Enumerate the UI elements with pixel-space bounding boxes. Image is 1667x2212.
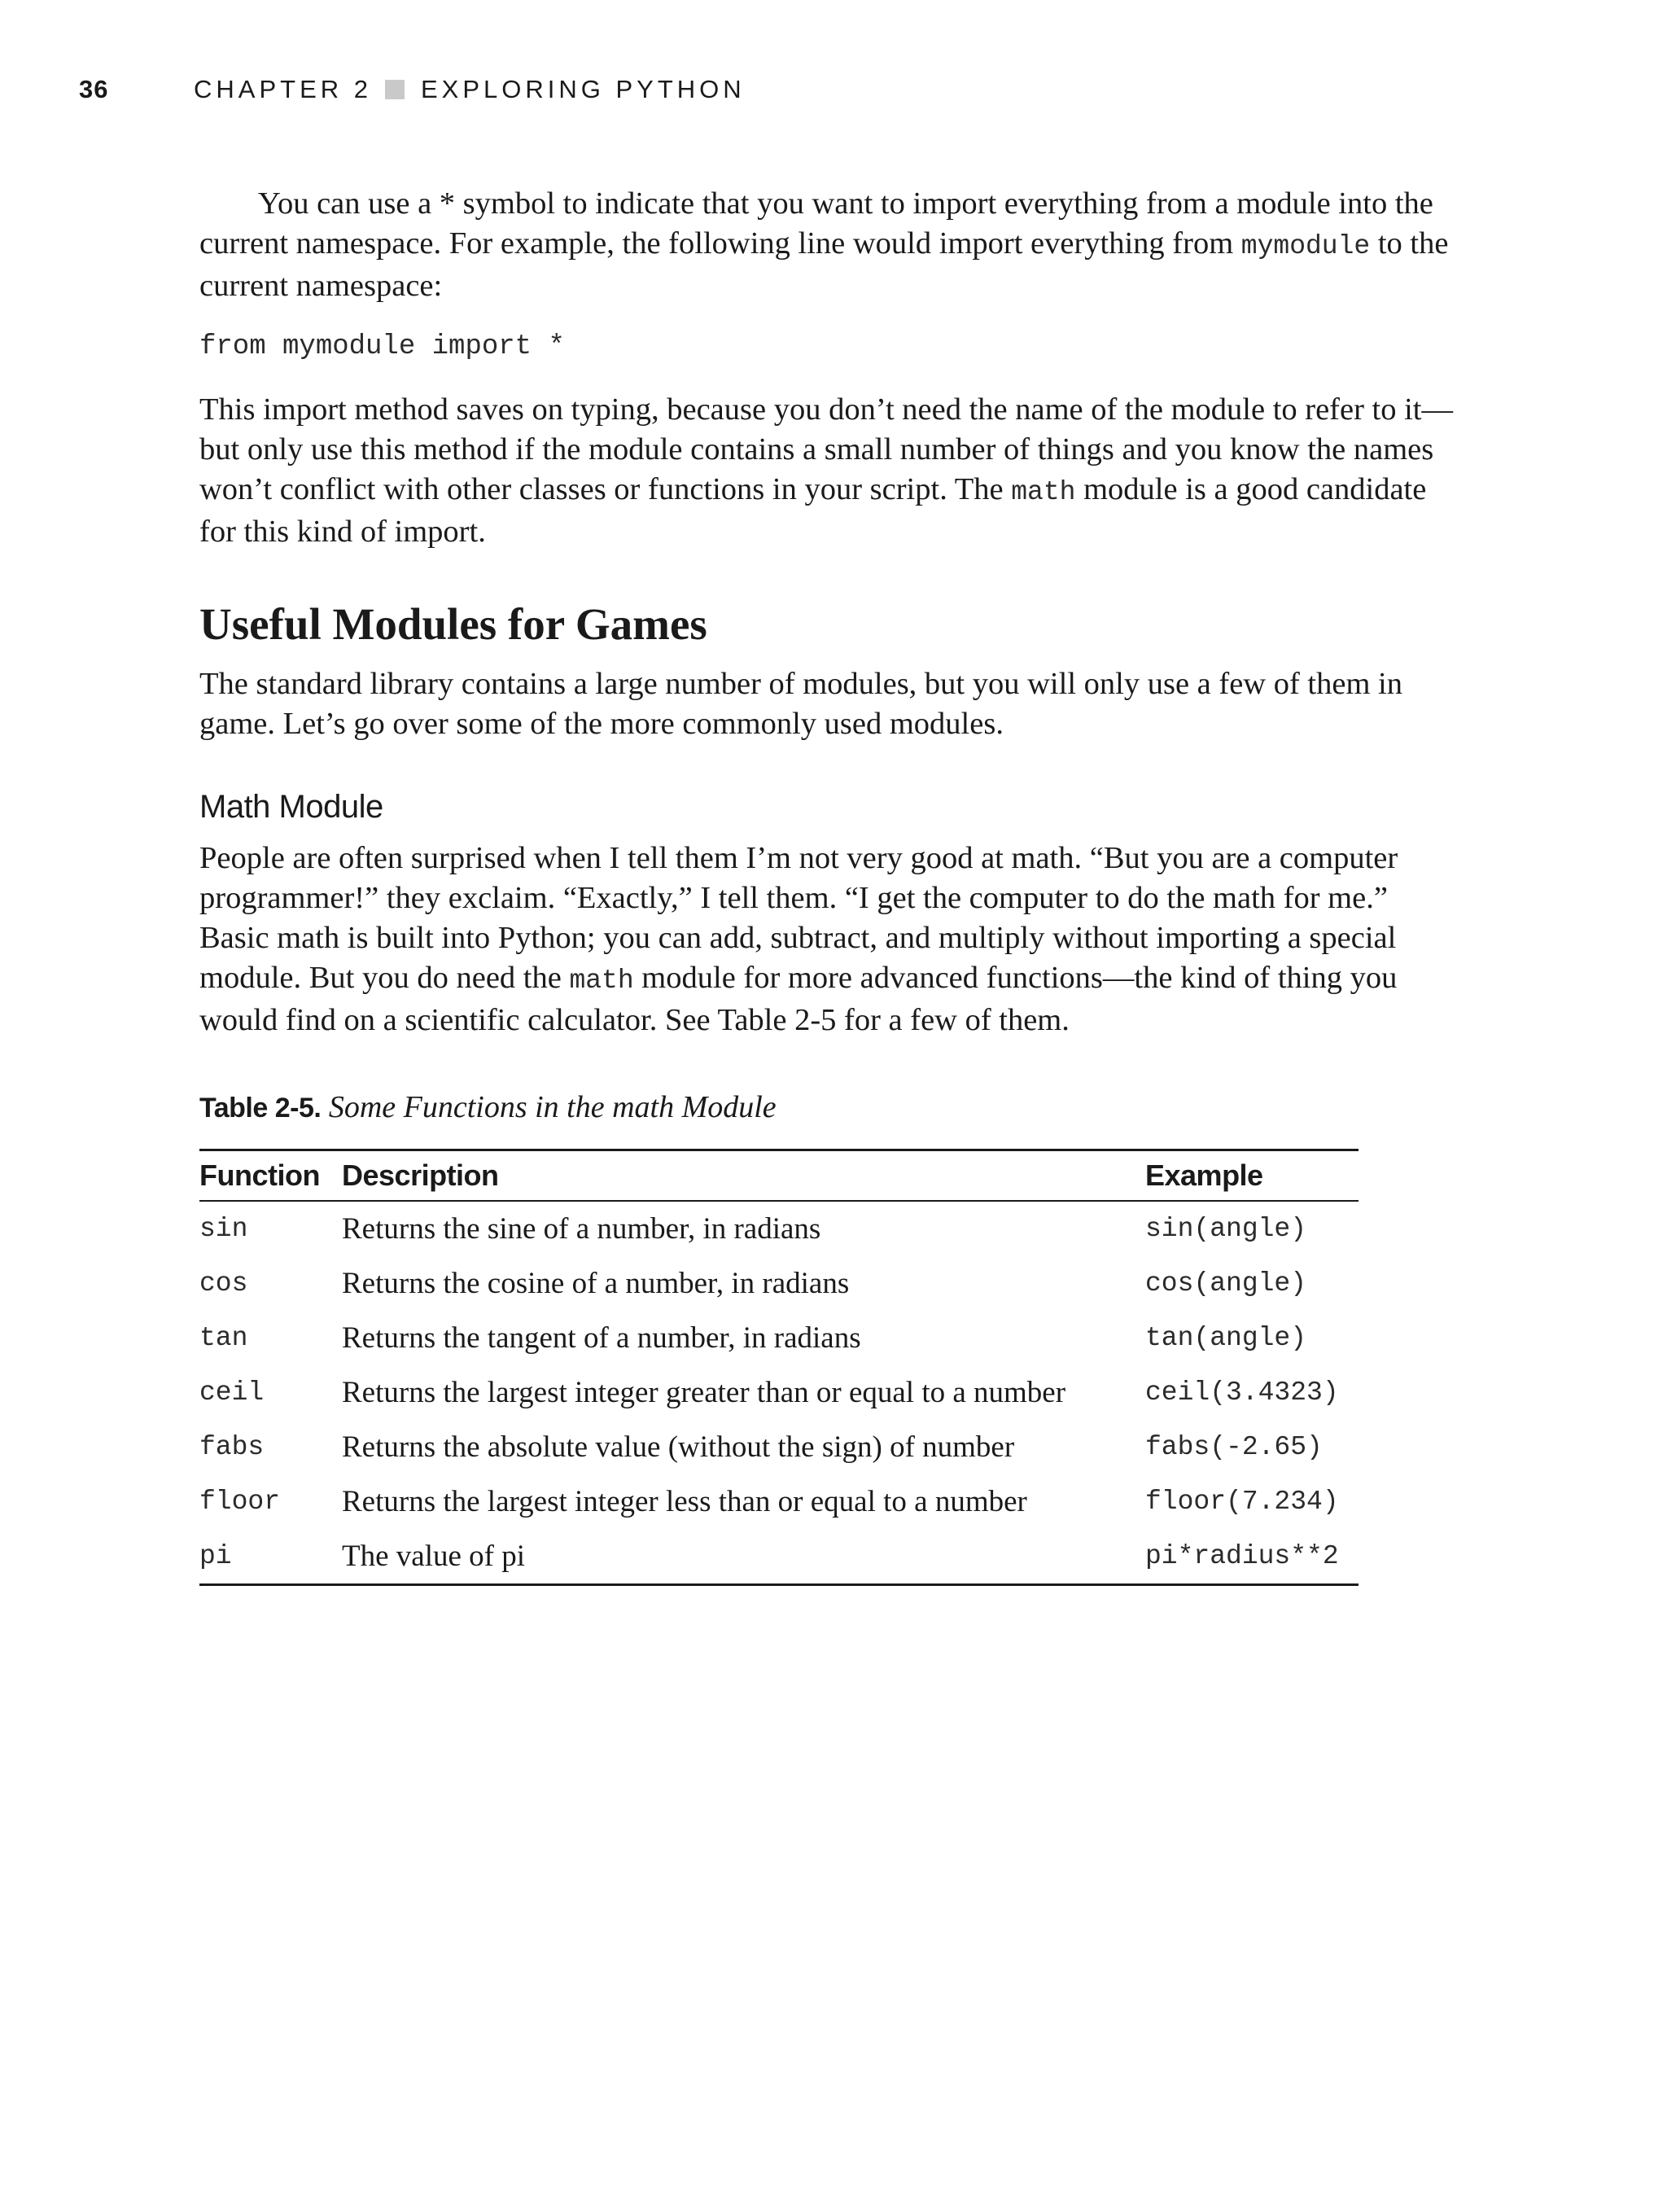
table-caption [199,1088,1453,1128]
cell-description: Returns the largest integer greater than or equal to a number [342,1376,1066,1409]
cell-description: The value of pi [342,1540,525,1573]
inline-code: mymodule [1240,231,1371,261]
table-body [199,1201,1359,1585]
running-head [194,75,746,104]
intro-paragraph-1 [199,184,1453,306]
cell-function: floor [199,1487,281,1517]
math-functions-table [199,1149,1359,1586]
cell-example: floor(7.234) [1145,1487,1339,1517]
intro-paragraph-2 [199,390,1453,552]
cell-description: Returns the sine of a number, in radians [342,1212,821,1246]
inline-code: math [1011,477,1076,507]
inline-code: math [569,966,634,996]
header-description: Description [342,1150,1145,1202]
table-row [199,1420,1359,1474]
intro-text: to the current namespace: [199,226,1449,303]
cell-description: Returns the absolute value (without the sign) of number [342,1430,1015,1464]
table-row [199,1365,1359,1420]
cell-example: fabs(-2.65) [1145,1432,1323,1462]
intro-text: module is a good candidate for this kind of import. [199,472,1427,549]
cell-description: Returns the tangent of a number, in radians [342,1321,861,1355]
cell-function: tan [199,1323,248,1353]
table-row [199,1311,1359,1365]
cell-function: fabs [199,1432,265,1462]
cell-description: Returns the largest integer less than or equal to a number [342,1485,1027,1518]
header-function: Function [199,1150,342,1202]
cell-example: tan(angle) [1145,1323,1307,1353]
table-caption-title: Some Functions in the math Module [328,1090,777,1124]
cell-function: pi [199,1541,232,1571]
section-paragraph: The standard library contains a large number of modules, but you will only use a few of them in game. Let’s go over some of the more commonly used modules. [199,667,1402,741]
cell-example: cos(angle) [1145,1268,1307,1299]
body-text: People are often surprised when I tell them I’m not very good at math. “But you are a computer programmer!” they exclaim. “Exactly,” I tell them. “I get the computer to do the math for me.” Basic math is built into Python; you can add, subtract, and multiply without importing a special module. But you do need the [199,841,1398,995]
chapter-label: CHAPTER 2 [194,75,372,103]
page-content [199,184,1453,1586]
table-row [199,1256,1359,1311]
intro-text: You can use a * symbol to indicate that you want to import everything from a module into the current namespace. For example, the following line would import everything from [199,186,1433,261]
table-row [199,1529,1359,1585]
cell-description: Returns the cosine of a number, in radians [342,1267,850,1300]
cell-example: ceil(3.4323) [1145,1378,1339,1408]
cell-function: ceil [199,1378,265,1408]
subsection-paragraph [199,839,1453,1040]
cell-function: cos [199,1268,248,1299]
cell-example: pi*radius**2 [1145,1541,1339,1571]
cell-example: sin(angle) [1145,1214,1307,1244]
body-text: module for more advanced functions—the kind of thing you would find on a scientific calculator. See Table 2-5 for a few of them. [199,961,1398,1037]
page-number: 36 [79,75,109,103]
subsection-heading: Math Module [199,789,383,825]
section-heading: Useful Modules for Games [199,599,707,649]
table-row [199,1474,1359,1529]
code-line: from mymodule import * [199,331,565,362]
table-header-row [199,1150,1359,1202]
table-caption-label: Table 2-5. [199,1093,322,1124]
table-row [199,1201,1359,1256]
intro-text: This import method saves on typing, because you don’t need the name of the module to refer to it—but only use this method if the module contains a small number of things and you know the names won’t conflict with other classes or functions in your script. The [199,392,1453,506]
gray-square-icon [385,80,405,99]
section-label: EXPLORING PYTHON [420,75,746,103]
header-example: Example [1145,1150,1359,1202]
cell-function: sin [199,1214,248,1244]
